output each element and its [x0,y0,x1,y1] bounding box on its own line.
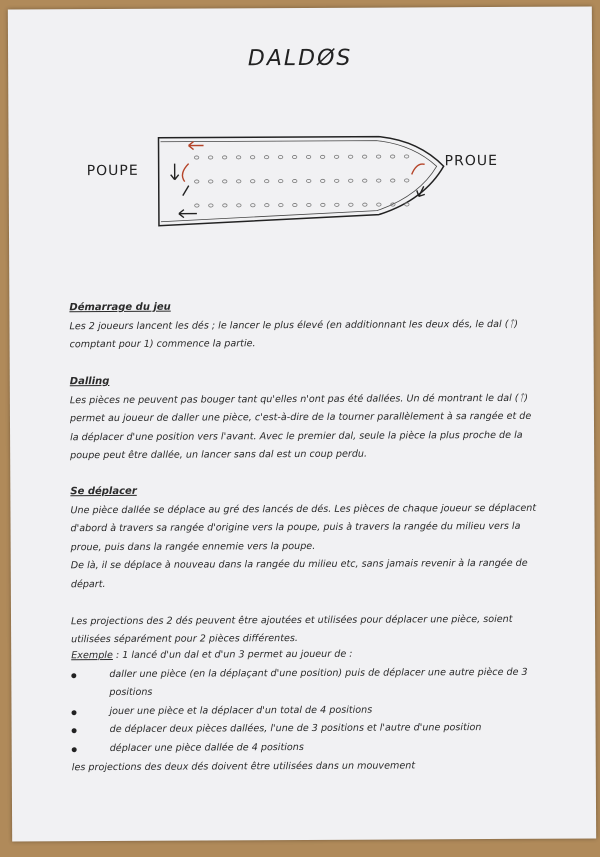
board-hole [292,155,296,158]
page-title: DALDØS [247,45,353,72]
board-hole [194,156,198,159]
section-example [71,645,542,778]
arrow-curve-left [182,164,188,182]
board-hole [307,203,311,206]
board-hole [376,155,380,158]
label-poupe: POUPE [86,162,139,180]
paper-sheet [8,6,596,841]
board-hole [236,156,240,159]
board-hole [208,156,212,159]
heading-start: Démarrage du jeu [69,301,171,314]
example-intro-line [71,645,541,666]
board-hole [306,155,310,158]
board-hole [279,179,283,182]
board-hole [209,204,213,207]
list-item: jouer une pièce et la déplacer d'un total de 4 positions [71,701,541,722]
example-bullet-list [71,663,541,758]
heading-move: Se déplacer [70,485,137,498]
board-hole [321,203,325,206]
board-hole [251,204,255,207]
board-hole [279,203,283,206]
board-hole [334,155,338,158]
board-holes [194,155,409,207]
example-intro: : 1 lancé d'un dal et d'un 3 permet au joueur de : [115,648,353,661]
board-hole [391,179,395,182]
board-hole [209,180,213,183]
board-hole [390,155,394,158]
board-hole [335,203,339,206]
board-hole [293,203,297,206]
board-hole [195,204,199,207]
board-hole [222,156,226,159]
board-hole [349,203,353,206]
board-hole [377,179,381,182]
board-hole [251,180,255,183]
text-start: Les 2 joueurs lancent les dés ; le lancer le plus élevé (en additionnant les deux dés, le dal (ᛏ) comptant pour 1) commence la partie. [69,318,518,351]
board-hole [223,180,227,183]
board-hole [349,179,353,182]
board-hole [363,179,367,182]
board-hole [363,203,367,206]
board-hole [377,203,381,206]
section-move [70,481,541,650]
label-proue: PROUE [444,152,498,170]
board-hole [265,180,269,183]
board-hole [237,180,241,183]
board-hole [348,155,352,158]
example-closing: les projections des deux dés doivent être utilisées dans un mouvement [71,759,416,773]
board-hole [250,156,254,159]
arrow-top-left [189,142,204,150]
list-item: de déplacer deux pièces dallées, l'une de 3 positions et l'autre d'une position [72,719,542,740]
board-hole [320,155,324,158]
text-move-2: De là, il se déplace à nouveau dans la rangée du milieu etc, sans jamais revenir à la rangée de départ. [70,558,528,591]
board-hole [265,204,269,207]
heading-dalling: Dalling [69,376,110,388]
board-hole [321,179,325,182]
arrow-up-mid [183,186,189,196]
boat-outline [158,136,443,225]
board-hole [405,203,409,206]
board-hole [335,179,339,182]
bullet-icon [71,673,76,678]
board-hole [293,179,297,182]
board-hole [264,156,268,159]
board-hole [307,179,311,182]
list-item: déplacer une pièce dallée de 4 positions [72,738,542,759]
board-hole [223,204,227,207]
board-hole [237,204,241,207]
bullet-icon [72,729,77,734]
board-hole [404,155,408,158]
arrow-down-left [171,164,179,180]
text-dalling: Les pièces ne peuvent pas bouger tant qu'elles n'ont pas été dallées. Un dé montrant le dal (ᛏ) permet au joueur de daller une pièce, c'est-à-dire de la tourner parallèlement à sa rangée et de la déplacer d'une position vers l'avant. Avec le premier dal, seule la pièce la plus proche de la poupe peut être dallée, un lancer sans dal est un coup perdu. [69,392,532,462]
text-move-3: Les projections des 2 dés peuvent être ajoutées et utilisées pour déplacer une pièce, soient utilisées séparément pour 2 pièces différentes. [71,613,513,646]
arrow-bottom-left [179,210,197,218]
board-hole [405,179,409,182]
bullet-icon [72,747,77,752]
bullet-icon [71,710,76,715]
section-start [69,297,539,355]
board-hole [362,155,366,158]
section-dalling [70,371,540,466]
example-label: Exemple [71,649,113,662]
arrow-right-top [412,164,425,174]
list-item: daller une pièce (en la déplaçant d'une position) puis de déplacer une autre pièce de 3 positions [71,663,541,703]
text-move-1: Une pièce dallée se déplace au gré des lancés de dés. Les pièces de chaque joueur se déplacent d'abord à travers sa rangée d'origine vers la poupe, puis à travers la rangée du milieu vers la proue, puis dans la rangée ennemie vers la poupe. [70,502,537,553]
board-hole [195,180,199,183]
board-hole [278,155,282,158]
